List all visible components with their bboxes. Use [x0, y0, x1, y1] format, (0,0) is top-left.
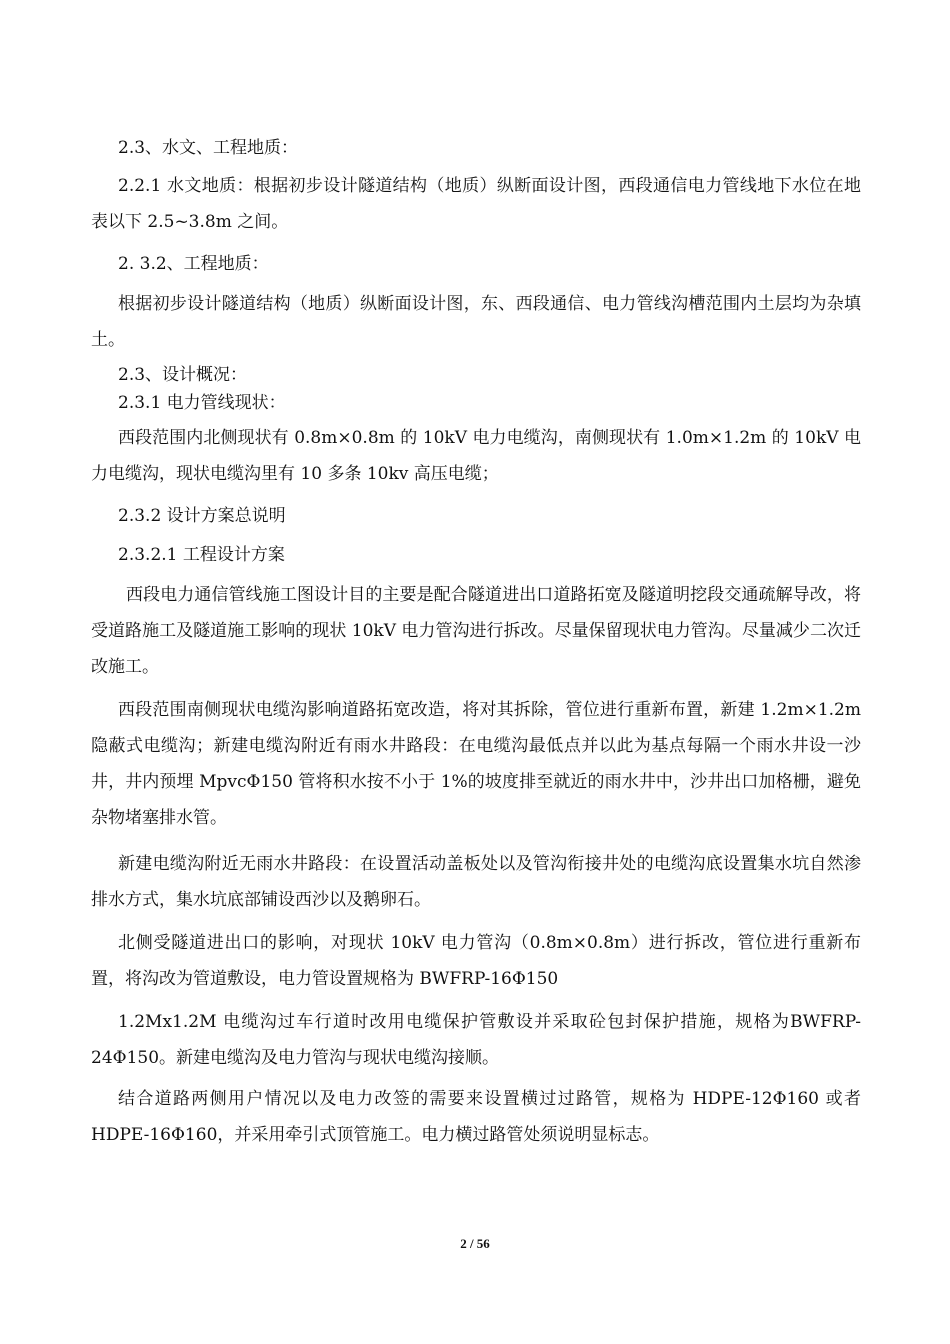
- section-heading-power-status: 2.3.1 电力管线现状：: [118, 393, 286, 413]
- page-number: 2 / 56: [460, 1236, 490, 1251]
- paragraph-north-side: 北侧受隧道进出口的影响，对现状 10kV 电力管沟（0.8m×0.8m）进行拆改，管位进行重新布置，将沟改为管道敷设，电力管设置规格为 BWFRP-16Φ150: [91, 933, 861, 989]
- section-heading-engineering-plan: 2.3.2.1 工程设计方案: [118, 545, 285, 565]
- section-heading-design-overview: 2.3、设计概况：: [118, 365, 248, 385]
- paragraph-road-crossing: 1.2Mx1.2M 电缆沟过车行道时改用电缆保护管敷设并采取砼包封保护措施，规格为BWFRP-24Φ150。新建电缆沟及电力管沟与现状电缆沟接顺。: [91, 1012, 861, 1068]
- paragraph-west-section-purpose: 西段电力通信管线施工图设计目的主要是配合隧道进出口道路拓宽及隧道明挖段交通疏解导改，将受道路施工及隧道施工影响的现状 10kV 电力管沟进行拆改。尽量保留现状电力管沟。尽量减少二次迁改施工。: [91, 585, 861, 677]
- section-heading-design-plan: 2.3.2 设计方案总说明: [118, 506, 286, 526]
- paragraph-hydrogeology: 2.2.1 水文地质：根据初步设计隧道结构（地质）纵断面设计图，西段通信电力管线地下水位在地表以下 2.5~3.8m 之间。: [91, 176, 861, 232]
- paragraph-south-cable-trench: 西段范围南侧现状电缆沟影响道路拓宽改造，将对其拆除，管位进行重新布置，新建 1.2m×1.2m 隐蔽式电缆沟；新建电缆沟附近有雨水井路段：在电缆沟最低点并以此为基点每隔一个雨水井设一沙井，井内预埋 MpvcΦ150 管将积水按不小于 1%的坡度排至就近的雨水井中，沙井出口加格栅，避免杂物堵塞排水管。: [91, 700, 861, 828]
- section-heading-hydro-geology: 2.3、水文、工程地质：: [118, 138, 299, 158]
- paragraph-cross-pipes: 结合道路两侧用户情况以及电力改签的需要来设置横过过路管，规格为 HDPE-12Φ160 或者 HDPE-16Φ160，并采用牵引式顶管施工。电力横过路管处须说明显标志。: [91, 1089, 861, 1145]
- section-heading-engineering-geology: 2. 3.2、工程地质：: [118, 254, 269, 274]
- paragraph-no-rain-well: 新建电缆沟附近无雨水井路段：在设置活动盖板处以及管沟衔接井处的电缆沟底设置集水坑自然渗排水方式，集水坑底部铺设西沙以及鹅卵石。: [91, 854, 861, 910]
- paragraph-engineering-geology: 根据初步设计隧道结构（地质）纵断面设计图，东、西段通信、电力管线沟槽范围内土层均为杂填土。: [91, 294, 861, 350]
- paragraph-power-status: 西段范围内北侧现状有 0.8m×0.8m 的 10kV 电力电缆沟，南侧现状有 1.0m×1.2m 的 10kV 电力电缆沟，现状电缆沟里有 10 多条 10kv 高压电缆；: [91, 428, 861, 484]
